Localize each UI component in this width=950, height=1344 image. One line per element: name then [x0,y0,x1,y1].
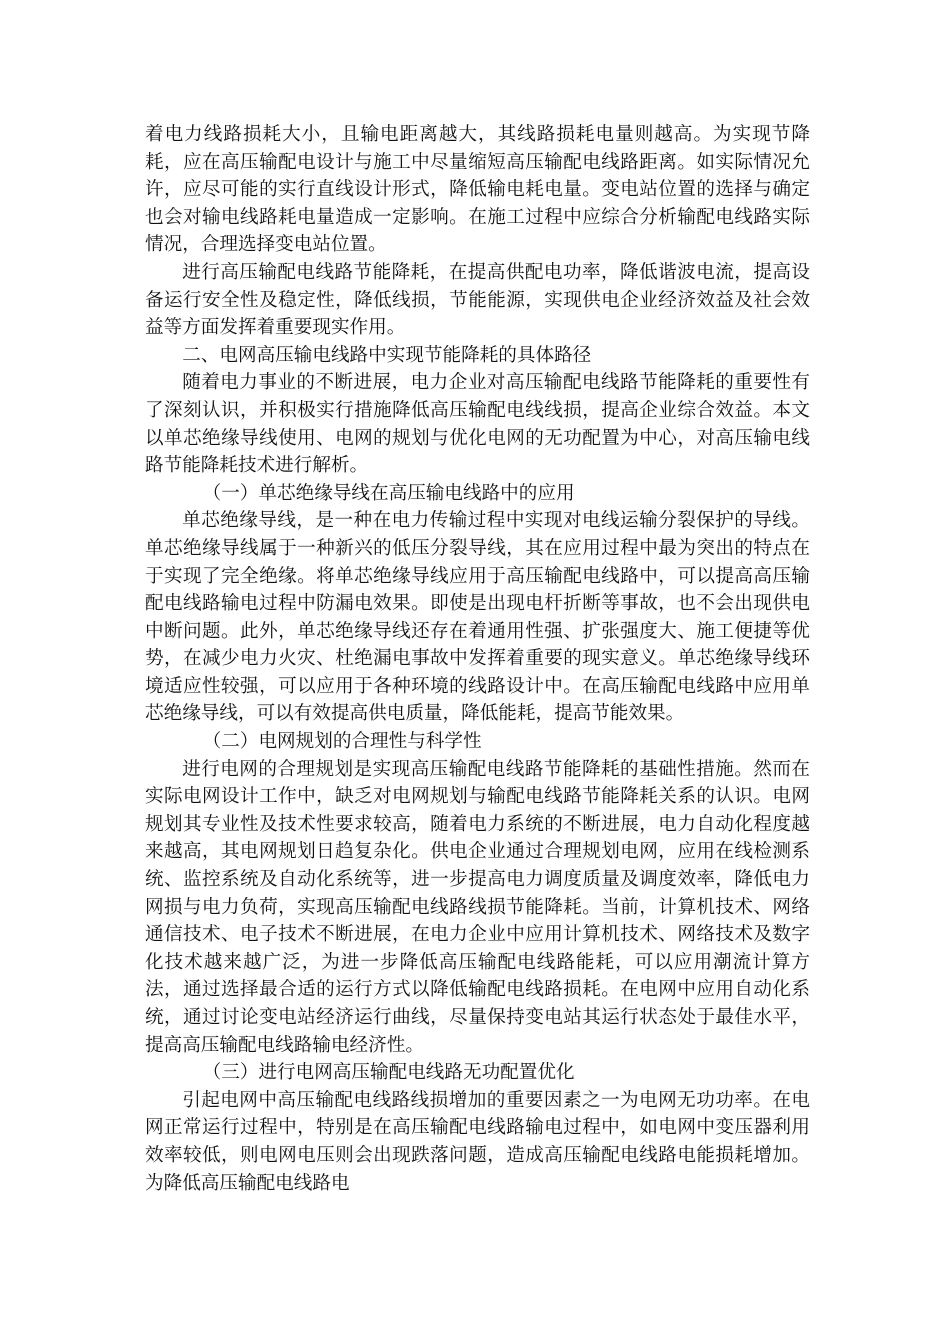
subsection-heading: （二）电网规划的合理性与科学性 [202,731,482,753]
section-heading: 二、电网高压输电线路中实现节能降耗的具体路径 [182,344,592,366]
paragraph-body: 进行高压输配电线路节能降耗，在提高供配电功率，降低谐波电流，提高设备运行安全性及稳定性，降低线损，节能能源，实现供电企业经济效益及社会效益等方面发挥着重要现实作用。 [145,261,810,339]
paragraph-body: 引起电网中高压输配电线路线损增加的重要因素之一为电网无功功率。在电网正常运行过程中，特别是在高压输配电线路输电过程中，如电网中变压器利用效率较低，则电网电压则会出现跌落问题，造成高压输配电线路电能损耗增加。为降低高压输配电线路电 [145,1089,810,1194]
paragraph-body: 随着电力事业的不断进展，电力企业对高压输配电线路节能降耗的重要性有了深刻认识，并积极实行措施降低高压输配电线线损，提高企业综合效益。本文以单芯绝缘导线使用、电网的规划与优化电网的无功配置为中心，对高压输电线路节能降耗技术进行解析。 [145,372,810,477]
subsection-heading: （三）进行电网高压输配电线路无功配置优化 [202,1062,575,1084]
document-body [145,121,810,1197]
paragraph-body: 进行电网的合理规划是实现高压输配电线路节能降耗的基础性措施。然而在实际电网设计工作中，缺乏对电网规划与输配电线路节能降耗关系的认识。电网规划其专业性及技术性要求较高，随着电力系统的不断进展，电力自动化程度越来越高，其电网规划日趋复杂化。供电企业通过合理规划电网，应用在线检测系统、监控系统及自动化系统等，进一步提高电力调度质量及调度效率，降低电力网损与电力负荷，实现高压输配电线路线损节能降耗。当前，计算机技术、网络通信技术、电子技术不断进展，在电力企业中应用计算机技术、网络技术及数字化技术越来越广泛，为进一步降低高压输配电线路能耗，可以应用潮流计算方法，通过选择最合适的运行方式以降低输配电线路损耗。在电网中应用自动化系统，通过讨论变电站经济运行曲线，尽量保持变电站其运行状态处于最佳水平，提高高压输配电线路输电经济性。 [145,758,810,1056]
paragraph-continuation: 着电力线路损耗大小，且输电距离越大，其线路损耗电量则越高。为实现节降耗，应在高压输配电设计与施工中尽量缩短高压输配电线路距离。如实际情况允许，应尽可能的实行直线设计形式，降低输电耗电量。变电站位置的选择与确定也会对输电线路耗电量造成一定影响。在施工过程中应综合分析输配电线路实际情况，合理选择变电站位置。 [145,124,810,256]
subsection-heading: （一）单芯绝缘导线在高压输电线路中的应用 [202,482,575,504]
paragraph-body: 单芯绝缘导线，是一种在电力传输过程中实现对电线运输分裂保护的导线。单芯绝缘导线属于一种新兴的低压分裂导线，其在应用过程中最为突出的特点在于实现了完全绝缘。将单芯绝缘导线应用于高压输配电线路中，可以提高高压输配电线路输电过程中防漏电效果。即使是出现电杆折断等事故，也不会出现供电中断问题。此外，单芯绝缘导线还存在着通用性强、扩张强度大、施工便捷等优势，在减少电力火灾、杜绝漏电事故中发挥着重要的现实意义。单芯绝缘导线环境适应性较强，可以应用于各种环境的线路设计中。在高压输配电线路中应用单芯绝缘导线，可以有效提高供电质量，降低能耗，提高节能效果。 [145,510,810,725]
